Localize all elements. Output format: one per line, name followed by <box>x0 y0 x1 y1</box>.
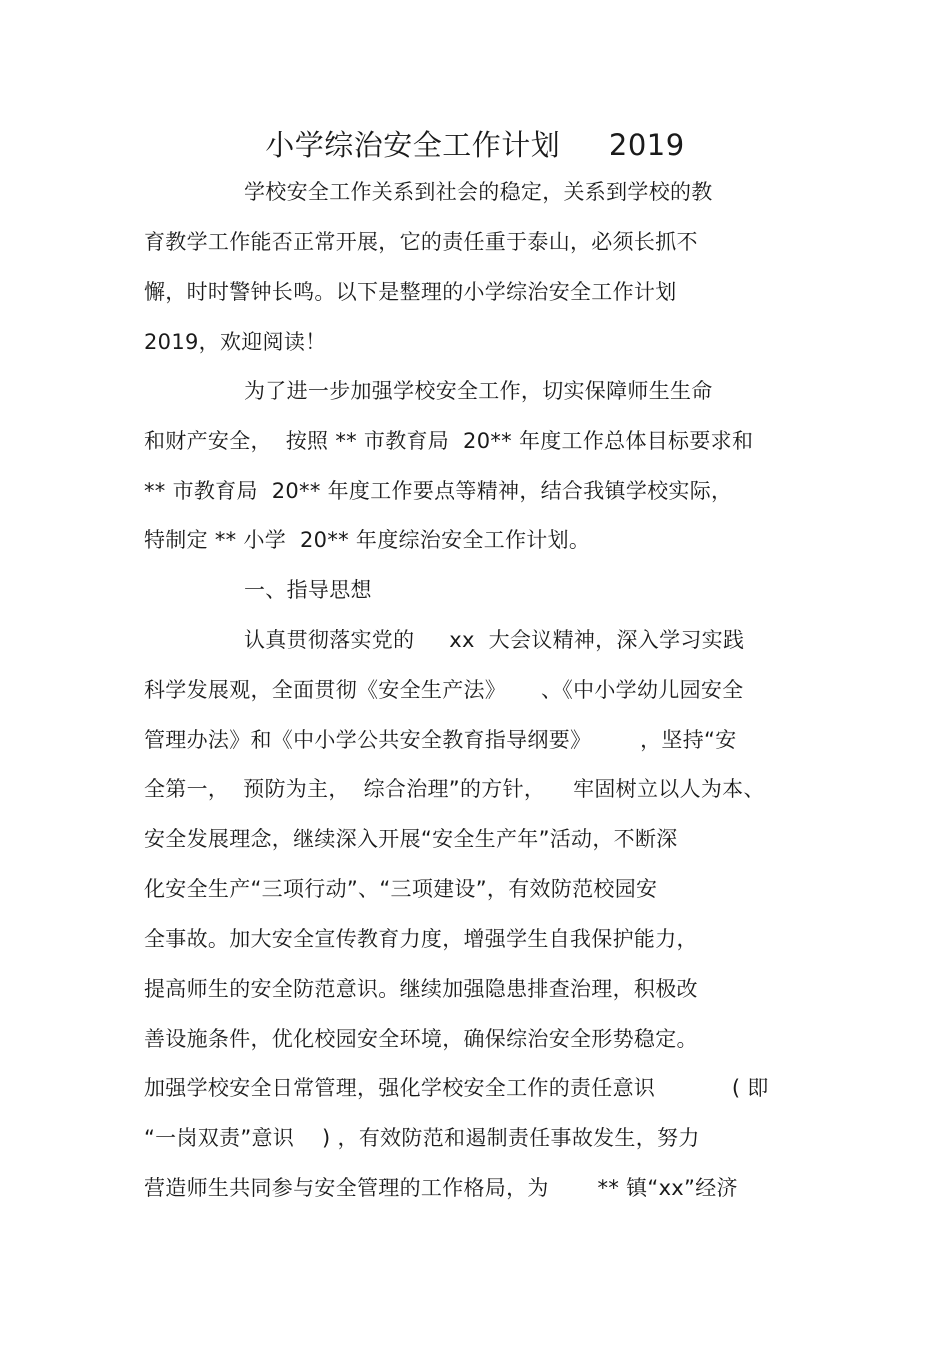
paragraph-line: 和财产安全， 按照 ** 市教育局 20** 年度工作总体目标要求和 <box>144 429 754 453</box>
section-heading: 一、指导思想 <box>244 578 372 602</box>
paragraph-line: 科学发展观，全面贯彻《安全生产法》 、《中小学幼儿园安全 <box>144 678 744 702</box>
paragraph-line: 营造师生共同参与安全管理的工作格局，为 ** 镇“xx”经济 <box>144 1176 738 1200</box>
paragraph-line: 提高师生的安全防范意识。继续加强隐患排查治理，积极改 <box>144 977 698 1001</box>
paragraph-line: 全第一， 预防为主， 综合治理”的方针， 牢固树立以人为本、 <box>144 777 765 801</box>
paragraph-line: ** 市教育局 20** 年度工作要点等精神，结合我镇学校实际， <box>144 479 733 503</box>
paragraph-line: 懈，时时警钟长鸣。以下是整理的小学综治安全工作计划 <box>144 280 677 304</box>
paragraph-line: “一岗双责”意识 ) ，有效防范和遏制责任事故发生，努力 <box>144 1126 700 1150</box>
paragraph-line: 善设施条件，优化校园安全环境，确保综治安全形势稳定。 <box>144 1027 698 1051</box>
paragraph-line: 加强学校安全日常管理，强化学校安全工作的责任意识 ( 即 <box>144 1076 769 1100</box>
document-title: 小学综治安全工作计划 2019 <box>265 128 685 162</box>
paragraph-line: 为了进一步加强学校安全工作，切实保障师生生命 <box>244 379 713 403</box>
paragraph-line: 管理办法》和《中小学公共安全教育指导纲要》 ，坚持“安 <box>144 728 737 752</box>
paragraph-line: 育教学工作能否正常开展，它的责任重于泰山，必须长抓不 <box>144 230 698 254</box>
paragraph-line: 认真贯彻落实党的 xx 大会议精神，深入学习实践 <box>244 628 745 652</box>
paragraph-line: 特制定 ** 小学 20** 年度综治安全工作计划。 <box>144 528 591 552</box>
paragraph-line: 化安全生产“三项行动”、“三项建设”，有效防范校园安 <box>144 877 658 901</box>
paragraph-line: 安全发展理念，继续深入开展“安全生产年”活动，不断深 <box>144 827 678 851</box>
paragraph-line: 2019，欢迎阅读！ <box>144 330 327 354</box>
paragraph-line: 学校安全工作关系到社会的稳定，关系到学校的教 <box>244 180 713 204</box>
paragraph-line: 全事故。加大安全宣传教育力度，增强学生自我保护能力， <box>144 927 698 951</box>
